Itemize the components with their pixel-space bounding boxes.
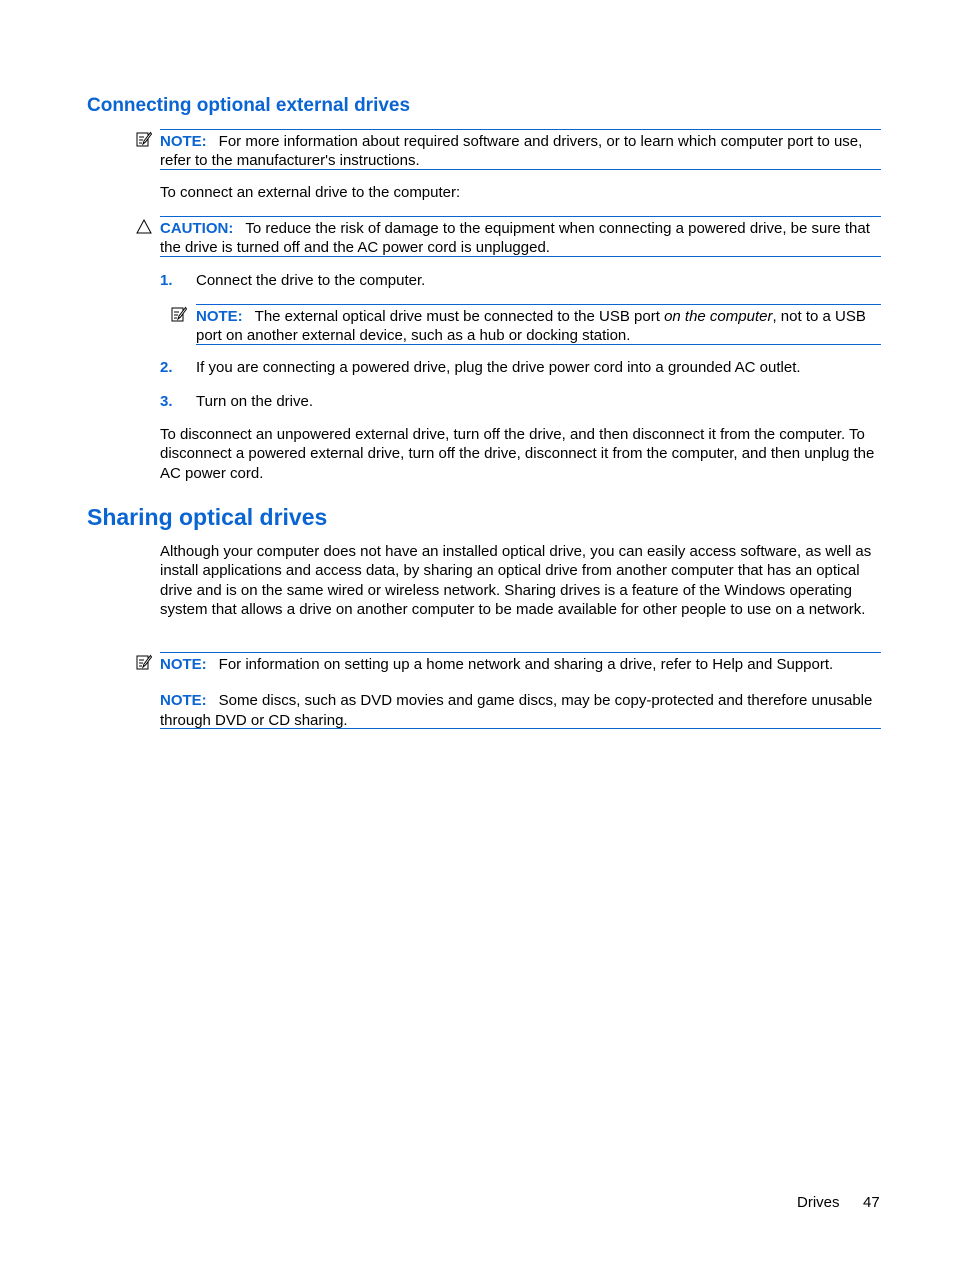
disconnect-paragraph: To disconnect an unpowered external drive, turn off the drive, and then disconnect it from the computer. To disconnect a powered external drive, turn off the drive, disconnect it from the computer, and then unplug the AC power cord. xyxy=(160,426,875,482)
note-label: NOTE: xyxy=(160,133,207,150)
note-box xyxy=(160,129,881,170)
note-label: NOTE: xyxy=(196,308,243,325)
intro-text: To connect an external drive to the computer: xyxy=(160,184,461,201)
step-note-paragraph xyxy=(196,307,881,346)
caution-triangle-icon xyxy=(136,218,152,235)
step-text: Connect the drive to the computer. xyxy=(196,272,426,289)
step-text: Turn on the drive. xyxy=(196,393,314,410)
step-note-text: The external optical drive must be connected to the USB port xyxy=(254,308,665,325)
note-paragraph xyxy=(160,691,881,730)
step-number: 3. xyxy=(160,393,173,410)
section-heading-sharing: Sharing optical drives xyxy=(87,504,328,530)
step-text: If you are connecting a powered drive, plug the drive power cord into a grounded AC outlet. xyxy=(196,359,801,376)
note-pencil-icon xyxy=(136,131,152,148)
caution-text: To reduce the risk of damage to the equipment when connecting a powered drive, be sure that the drive is turned off and the AC power cord is unplugged. xyxy=(160,220,870,257)
step-number: 1. xyxy=(160,272,173,289)
note-pencil-icon xyxy=(171,306,187,323)
footer-page-number: 47 xyxy=(863,1194,880,1211)
note-label: NOTE: xyxy=(160,692,207,710)
caution-label: CAUTION: xyxy=(160,220,234,237)
note-paragraph xyxy=(160,132,881,171)
caution-box xyxy=(160,216,881,257)
step-note-emphasis: on the computer xyxy=(664,308,773,325)
section-heading-connecting: Connecting optional external drives xyxy=(87,95,411,116)
sharing-notes-box xyxy=(160,652,881,729)
footer-section-name: Drives xyxy=(797,1194,840,1211)
note-text: For information on setting up a home network and sharing a drive, refer to Help and Support. xyxy=(218,656,834,673)
step-note-text-end: , not to a USB port on another external device, such as a hub or docking station. xyxy=(196,308,866,345)
caution-paragraph xyxy=(160,219,881,258)
note-text: Some discs, such as DVD movies and game discs, may be copy-protected and therefore unusable through DVD or CD sharing. xyxy=(160,692,873,729)
note-text: For more information about required software and drivers, or to learn which computer port to use, refer to the manufacturer's instructions. xyxy=(160,133,863,170)
note-pencil-icon xyxy=(136,654,152,671)
note-label: NOTE: xyxy=(160,656,207,673)
note-paragraph xyxy=(160,655,881,674)
step-note-box xyxy=(196,304,881,345)
sharing-paragraph: Although your computer does not have an installed optical drive, you can easily access software, as well as install applications and access data, by sharing an optical drive from another computer that has an optical drive and is on the same wired or wireless network. Sharing drives is a feature of the Windows operating system that allows a drive on another computer to be made available for other people to use on a network. xyxy=(160,543,872,619)
step-number: 2. xyxy=(160,359,173,376)
